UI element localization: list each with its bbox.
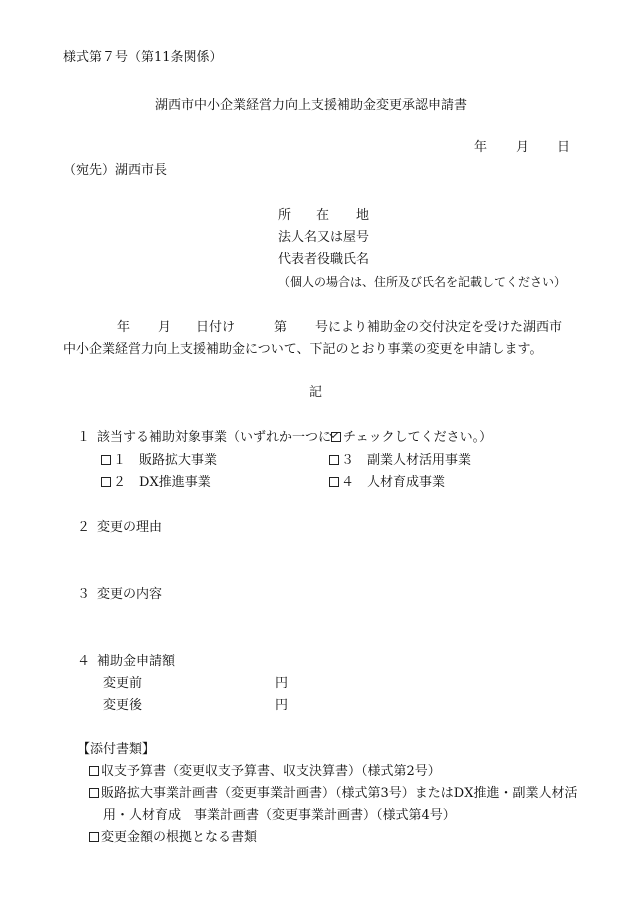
- date-day: 日: [557, 140, 571, 155]
- attachment-item-budget[interactable]: 収支予算書（変更収支予算書、収支決算書）（様式第2号）: [89, 764, 441, 780]
- address-char-2: 在: [316, 208, 330, 223]
- section2-number: ２: [77, 520, 91, 535]
- section3-number: ３: [77, 587, 91, 602]
- body-day-of: 日付け: [196, 320, 236, 335]
- checkbox-icon[interactable]: [89, 788, 99, 798]
- option-dx-promotion[interactable]: ２ DX推進事業: [101, 475, 211, 491]
- date-year: 年: [474, 140, 488, 155]
- option-hr-development[interactable]: ４ 人材育成事業: [329, 475, 445, 491]
- individual-note: （個人の場合は、住所及び氏名を記載してください）: [278, 275, 567, 289]
- body-month: 月: [158, 320, 172, 335]
- section3-label: 変更の内容: [97, 587, 163, 602]
- checkbox-icon[interactable]: [329, 477, 339, 487]
- addressee: （宛先）湖西市長: [63, 163, 168, 178]
- option-sales-expansion[interactable]: １ 販路拡大事業: [101, 453, 217, 469]
- body-dai: 第: [274, 320, 288, 335]
- body-line1-rest: 号により補助金の交付決定を受けた湖西市: [315, 320, 563, 335]
- checkbox-icon[interactable]: [89, 832, 99, 842]
- amount-after-yen: 円: [275, 698, 289, 713]
- checked-checkbox-icon: [331, 432, 341, 442]
- address-char-3: 地: [356, 208, 370, 223]
- amount-before-yen: 円: [275, 676, 289, 691]
- checkbox-icon[interactable]: [329, 455, 339, 465]
- section4-number: ４: [77, 654, 91, 669]
- representative-label: 代表者役職氏名: [278, 252, 370, 267]
- body-line2: 中小企業経営力向上支援補助金について、下記のとおり事業の変更を申請します。: [63, 342, 543, 357]
- checkbox-icon[interactable]: [89, 766, 99, 776]
- amount-before-label: 変更前: [103, 676, 143, 691]
- amount-after-label: 変更後: [103, 698, 143, 713]
- ki-heading: 記: [309, 385, 323, 400]
- section1-note-post: チェックしてください。）: [343, 430, 493, 445]
- attachment-item-business-plan[interactable]: 販路拡大事業計画書（変更事業計画書）（様式第3号）またはDX推進・副業人材活: [89, 786, 577, 802]
- section2-label: 変更の理由: [97, 520, 163, 535]
- attachment-item-basis-docs[interactable]: 変更金額の根拠となる書類: [89, 830, 257, 846]
- attachment-item-business-plan-cont: 用・人材育成 事業計画書（変更事業計画書）（様式第4号）: [103, 808, 456, 823]
- address-char-1: 所: [278, 208, 292, 223]
- checkbox-icon[interactable]: [101, 455, 111, 465]
- date-month: 月: [516, 140, 530, 155]
- document-title: 湖西市中小企業経営力向上支援補助金変更承認申請書: [155, 98, 468, 113]
- form-number: 様式第７号（第11条関係）: [63, 50, 223, 65]
- section4-label: 補助金申請額: [97, 654, 176, 669]
- checkbox-icon[interactable]: [101, 477, 111, 487]
- section1-note-pre: （いずれか一つに: [227, 430, 332, 445]
- option-side-job-talent[interactable]: ３ 副業人材活用事業: [329, 453, 471, 469]
- company-name-label: 法人名又は屋号: [278, 230, 370, 245]
- section1-number: １: [77, 430, 91, 445]
- section1-label: 該当する補助対象事業（いずれか一つに チェックしてください。）: [97, 430, 493, 445]
- attachments-heading: 【添付書類】: [77, 742, 156, 757]
- body-year: 年: [117, 320, 131, 335]
